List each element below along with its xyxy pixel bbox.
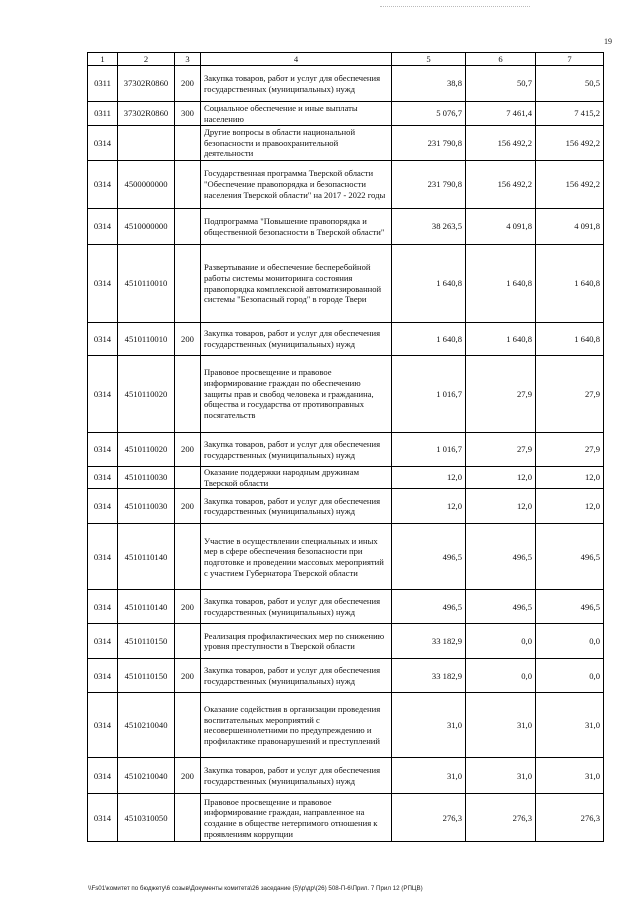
- expense-type-cell: [175, 245, 201, 323]
- amount-col7-cell: 0,0: [536, 659, 604, 693]
- amount-col7-cell: 276,3: [536, 794, 604, 842]
- section-code-cell: 0314: [88, 126, 118, 161]
- expense-type-cell: 300: [175, 102, 201, 126]
- column-header: 6: [466, 53, 536, 66]
- item-name-cell: Реализация профилактических мер по снижению уровня преступности в Тверской области: [201, 624, 392, 659]
- amount-col6-cell: 27,9: [466, 433, 536, 467]
- article-code-cell: 4510110030: [118, 489, 175, 524]
- column-header: 2: [118, 53, 175, 66]
- article-code-cell: 4510110030: [118, 467, 175, 489]
- section-code-cell: 0314: [88, 693, 118, 758]
- amount-col6-cell: 0,0: [466, 659, 536, 693]
- table-row: [88, 356, 604, 433]
- amount-col6-cell: 12,0: [466, 467, 536, 489]
- section-code-cell: 0311: [88, 102, 118, 126]
- article-code-cell: 4510110140: [118, 524, 175, 590]
- amount-col6-cell: 496,5: [466, 524, 536, 590]
- amount-col7-cell: 1 640,8: [536, 245, 604, 323]
- amount-col7-cell: 50,5: [536, 66, 604, 102]
- amount-col7-cell: 31,0: [536, 758, 604, 794]
- amount-col5-cell: 496,5: [392, 524, 466, 590]
- amount-col7-cell: 31,0: [536, 693, 604, 758]
- table-row: [88, 659, 604, 693]
- column-header: 5: [392, 53, 466, 66]
- expense-type-cell: [175, 467, 201, 489]
- article-code-cell: 4510110010: [118, 245, 175, 323]
- expense-type-cell: 200: [175, 758, 201, 794]
- amount-col5-cell: 5 076,7: [392, 102, 466, 126]
- amount-col5-cell: 38 263,5: [392, 209, 466, 245]
- amount-col7-cell: 27,9: [536, 433, 604, 467]
- table-row: [88, 524, 604, 590]
- item-name-cell: Другие вопросы в области национальной безопасности и правоохранительной деятельности: [201, 126, 392, 161]
- item-name-cell: Закупка товаров, работ и услуг для обеспечения государственных (муниципальных) нужд: [201, 323, 392, 356]
- section-code-cell: 0314: [88, 624, 118, 659]
- table-row: [88, 624, 604, 659]
- table-row: [88, 489, 604, 524]
- table-row: [88, 126, 604, 161]
- item-name-cell: Закупка товаров, работ и услуг для обеспечения государственных (муниципальных) нужд: [201, 659, 392, 693]
- table-row: [88, 693, 604, 758]
- expense-type-cell: 200: [175, 433, 201, 467]
- table-row: [88, 433, 604, 467]
- column-header: 7: [536, 53, 604, 66]
- amount-col5-cell: 1 016,7: [392, 433, 466, 467]
- table-header-row: [88, 53, 604, 66]
- amount-col5-cell: 1 640,8: [392, 245, 466, 323]
- amount-col6-cell: 1 640,8: [466, 323, 536, 356]
- item-name-cell: Развертывание и обеспечение бесперебойной работы системы мониторинга состояния правопорядка комплексной автоматизированной системы "Безопасный город" в городе Твери: [201, 245, 392, 323]
- scan-artifact-line: [380, 6, 530, 7]
- item-name-cell: Правовое просвещение и правовое информирование граждан, направленное на создание в обществе нетерпимого отношения к проявлениям коррупции: [201, 794, 392, 842]
- item-name-cell: Закупка товаров, работ и услуг для обеспечения государственных (муниципальных) нужд: [201, 66, 392, 102]
- expense-type-cell: 200: [175, 489, 201, 524]
- article-code-cell: 4510310050: [118, 794, 175, 842]
- expense-type-cell: 200: [175, 590, 201, 624]
- section-code-cell: 0314: [88, 524, 118, 590]
- expense-type-cell: [175, 356, 201, 433]
- amount-col6-cell: 27,9: [466, 356, 536, 433]
- expense-type-cell: [175, 524, 201, 590]
- amount-col5-cell: 31,0: [392, 758, 466, 794]
- table-row: [88, 245, 604, 323]
- amount-col6-cell: 31,0: [466, 693, 536, 758]
- table-row: [88, 758, 604, 794]
- article-code-cell: 37302R0860: [118, 102, 175, 126]
- item-name-cell: Подпрограмма "Повышение правопорядка и общественной безопасности в Тверской области": [201, 209, 392, 245]
- expense-type-cell: 200: [175, 323, 201, 356]
- amount-col5-cell: 231 790,8: [392, 126, 466, 161]
- amount-col6-cell: 276,3: [466, 794, 536, 842]
- budget-table: [87, 52, 604, 842]
- section-code-cell: 0314: [88, 590, 118, 624]
- amount-col5-cell: 231 790,8: [392, 161, 466, 209]
- item-name-cell: Оказание содействия в организации проведения воспитательных мероприятий с несовершеннолетними по предупреждению и профилактике правонарушений и преступлений: [201, 693, 392, 758]
- amount-col5-cell: 33 182,9: [392, 659, 466, 693]
- amount-col6-cell: 1 640,8: [466, 245, 536, 323]
- article-code-cell: 4510110140: [118, 590, 175, 624]
- section-code-cell: 0314: [88, 758, 118, 794]
- amount-col6-cell: 50,7: [466, 66, 536, 102]
- page-number: 19: [604, 37, 612, 46]
- section-code-cell: 0314: [88, 209, 118, 245]
- article-code-cell: 37302R0860: [118, 66, 175, 102]
- section-code-cell: 0314: [88, 794, 118, 842]
- amount-col7-cell: 12,0: [536, 467, 604, 489]
- amount-col7-cell: 12,0: [536, 489, 604, 524]
- section-code-cell: 0314: [88, 489, 118, 524]
- amount-col7-cell: 27,9: [536, 356, 604, 433]
- amount-col5-cell: 496,5: [392, 590, 466, 624]
- section-code-cell: 0314: [88, 433, 118, 467]
- expense-type-cell: [175, 693, 201, 758]
- amount-col7-cell: 1 640,8: [536, 323, 604, 356]
- expense-type-cell: [175, 794, 201, 842]
- amount-col6-cell: 156 492,2: [466, 126, 536, 161]
- item-name-cell: Закупка товаров, работ и услуг для обеспечения государственных (муниципальных) нужд: [201, 489, 392, 524]
- section-code-cell: 0314: [88, 245, 118, 323]
- section-code-cell: 0314: [88, 659, 118, 693]
- amount-col6-cell: 31,0: [466, 758, 536, 794]
- article-code-cell: 4510110010: [118, 323, 175, 356]
- expense-type-cell: [175, 126, 201, 161]
- table-row: [88, 209, 604, 245]
- amount-col7-cell: 7 415,2: [536, 102, 604, 126]
- amount-col7-cell: 156 492,2: [536, 161, 604, 209]
- item-name-cell: Закупка товаров, работ и услуг для обеспечения государственных (муниципальных) нужд: [201, 590, 392, 624]
- table-row: [88, 794, 604, 842]
- amount-col6-cell: 7 461,4: [466, 102, 536, 126]
- expense-type-cell: 200: [175, 66, 201, 102]
- item-name-cell: Оказание поддержки народным дружинам Тверской области: [201, 467, 392, 489]
- table-row: [88, 467, 604, 489]
- section-code-cell: 0314: [88, 161, 118, 209]
- footer-file-path: \\Fs01\комитет по бюджету\6 созыв\Документы комитета\26 заседание (5)\р\др\(26) 508-П-6\Прил. 7 Прил 12 (РПЦВ): [88, 885, 423, 892]
- column-header: 4: [201, 53, 392, 66]
- article-code-cell: [118, 126, 175, 161]
- amount-col5-cell: 38,8: [392, 66, 466, 102]
- column-header: 1: [88, 53, 118, 66]
- amount-col6-cell: 4 091,8: [466, 209, 536, 245]
- article-code-cell: 4510110020: [118, 433, 175, 467]
- article-code-cell: 4510210040: [118, 693, 175, 758]
- table-row: [88, 161, 604, 209]
- expense-type-cell: [175, 161, 201, 209]
- table-row: [88, 102, 604, 126]
- table-row: [88, 590, 604, 624]
- expense-type-cell: [175, 624, 201, 659]
- amount-col5-cell: 1 016,7: [392, 356, 466, 433]
- amount-col5-cell: 12,0: [392, 489, 466, 524]
- amount-col5-cell: 1 640,8: [392, 323, 466, 356]
- item-name-cell: Участие в осуществлении специальных и иных мер в сфере обеспечения безопасности при подготовке и проведении массовых мероприятий с участием Губернатора Тверской области: [201, 524, 392, 590]
- expense-type-cell: [175, 209, 201, 245]
- article-code-cell: 4510110150: [118, 624, 175, 659]
- table-row: [88, 66, 604, 102]
- amount-col7-cell: 4 091,8: [536, 209, 604, 245]
- section-code-cell: 0314: [88, 467, 118, 489]
- article-code-cell: 4510110020: [118, 356, 175, 433]
- article-code-cell: 4510210040: [118, 758, 175, 794]
- article-code-cell: 4510110150: [118, 659, 175, 693]
- article-code-cell: 4500000000: [118, 161, 175, 209]
- amount-col5-cell: 276,3: [392, 794, 466, 842]
- amount-col5-cell: 31,0: [392, 693, 466, 758]
- amount-col6-cell: 496,5: [466, 590, 536, 624]
- amount-col7-cell: 156 492,2: [536, 126, 604, 161]
- table-row: [88, 323, 604, 356]
- article-code-cell: 4510000000: [118, 209, 175, 245]
- amount-col7-cell: 496,5: [536, 524, 604, 590]
- item-name-cell: Социальное обеспечение и иные выплаты населению: [201, 102, 392, 126]
- amount-col7-cell: 0,0: [536, 624, 604, 659]
- item-name-cell: Государственная программа Тверской области "Обеспечение правопорядка и безопасности населения Тверской области" на 2017 - 2022 годы: [201, 161, 392, 209]
- item-name-cell: Правовое просвещение и правовое информирование граждан по обеспечению защиты прав и свобод человека и гражданина, общества и государства от противоправных посягательств: [201, 356, 392, 433]
- amount-col5-cell: 12,0: [392, 467, 466, 489]
- item-name-cell: Закупка товаров, работ и услуг для обеспечения государственных (муниципальных) нужд: [201, 433, 392, 467]
- item-name-cell: Закупка товаров, работ и услуг для обеспечения государственных (муниципальных) нужд: [201, 758, 392, 794]
- expense-type-cell: 200: [175, 659, 201, 693]
- section-code-cell: 0314: [88, 356, 118, 433]
- section-code-cell: 0314: [88, 323, 118, 356]
- amount-col6-cell: 156 492,2: [466, 161, 536, 209]
- section-code-cell: 0311: [88, 66, 118, 102]
- amount-col6-cell: 0,0: [466, 624, 536, 659]
- amount-col6-cell: 12,0: [466, 489, 536, 524]
- column-header: 3: [175, 53, 201, 66]
- amount-col5-cell: 33 182,9: [392, 624, 466, 659]
- amount-col7-cell: 496,5: [536, 590, 604, 624]
